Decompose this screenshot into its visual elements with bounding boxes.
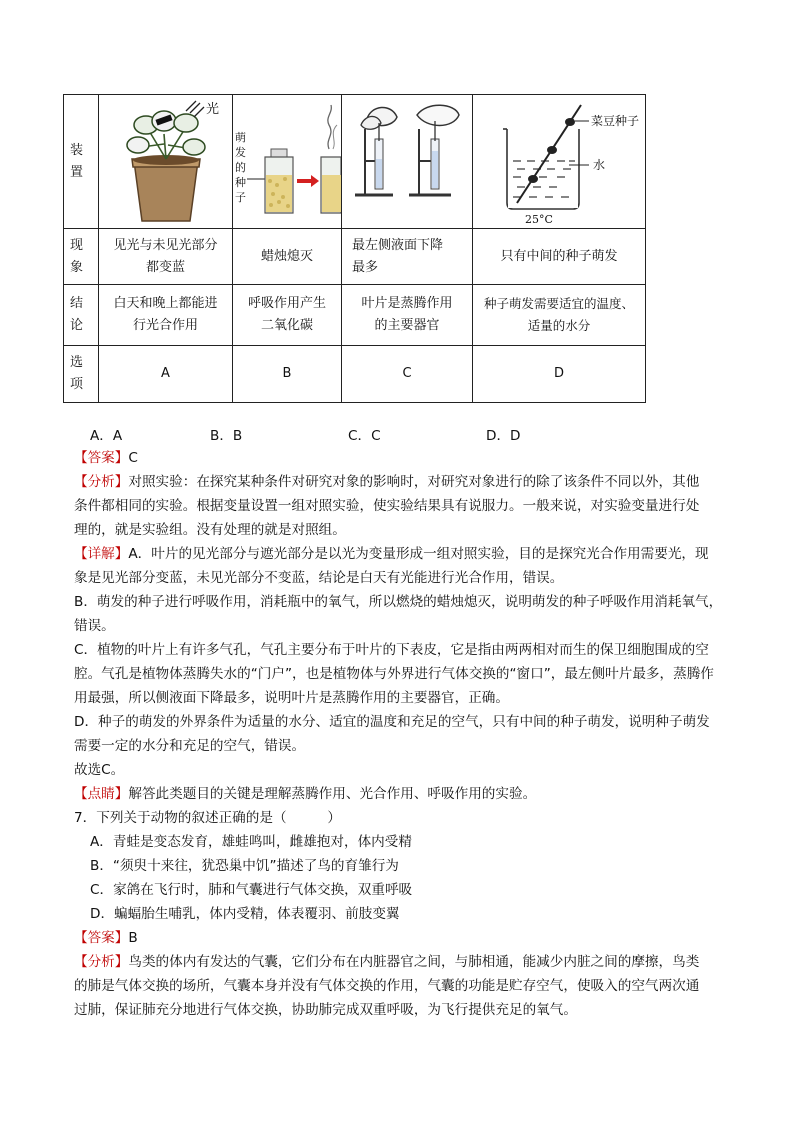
option-c-cell: C — [342, 346, 473, 403]
q6-detail-line: 需要一定的水分和充足的空气，错误。 — [74, 738, 306, 754]
option-a-cell: A — [99, 346, 233, 403]
table-row-option — [64, 346, 646, 403]
potted-plant-image — [106, 99, 226, 224]
svg-text:水: 水 — [593, 158, 606, 172]
q6-detail-line: B．萌发的种子进行呼吸作用，消耗瓶中的氧气，所以燃烧的蜡烛熄灭，说明萌发的种子呼吸作用消耗氧气， — [74, 594, 723, 610]
q6-analysis-line: 理的，就是实验组。没有处理的就是对照组。 — [74, 522, 346, 538]
experiment-table — [63, 94, 646, 403]
beaker-seeds-image — [477, 99, 641, 224]
phenomenon-a: 见光与未见光部分 都变蓝 — [99, 229, 233, 285]
svg-text:菜豆种子: 菜豆种子 — [591, 114, 640, 128]
svg-text:发: 发 — [235, 146, 246, 159]
q7-analysis-line: 的肺是气体交换的场所，气囊本身并没有气体交换的作用，气囊的功能是贮存空气，使吸入的空气两次通 — [74, 978, 700, 994]
q6-detail-line: 腔。气孔是植物体蒸腾失水的“门户”，也是植物体与外界进行气体交换的“窗口”，最左侧叶片最多，蒸腾作 — [74, 666, 714, 682]
choice-b[interactable]: B．B — [210, 428, 243, 444]
phenomenon-d: 只有中间的种子萌发 — [473, 229, 646, 285]
option-b-cell: B — [233, 346, 342, 403]
conclusion-d: 种子萌发需要适宜的温度、 适量的水分 — [473, 285, 646, 346]
q7-answer: 【答案】B — [74, 930, 138, 946]
svg-text:25°C: 25°C — [525, 213, 553, 224]
choice-d[interactable]: D．D — [486, 428, 521, 444]
q7-option-a[interactable]: A．青蛙是变态发育，雄蛙鸣叫，雌雄抱对，体内受精 — [90, 834, 412, 850]
seed-bottle-image — [233, 99, 341, 224]
conclusion-b: 呼吸作用产生 二氧化碳 — [233, 285, 342, 346]
table-row-conclusion — [64, 285, 646, 346]
svg-text:的: 的 — [235, 161, 246, 174]
phenomenon-b: 蜡烛熄灭 — [233, 229, 342, 285]
q6-analysis-line: 条件都相同的实验。根据变量设置一组对照实验，使实验结果具有说服力。一般来说，对实验变量进行处 — [74, 498, 700, 514]
q7-option-c[interactable]: C．家鸽在飞行时，肺和气囊进行气体交换，双重呼吸 — [90, 882, 413, 898]
row-header-phenomenon: 现 象 — [64, 229, 99, 285]
q6-detail-line: 【详解】A．叶片的见光部分与遮光部分是以光为变量形成一组对照实验，目的是探究光合作用需要光，现 — [74, 546, 709, 562]
option-d-cell: D — [473, 346, 646, 403]
apparatus-d-germination — [473, 95, 646, 229]
row-header-apparatus: 装 置 — [64, 95, 99, 229]
q7-option-d[interactable]: D．蝙蝠胎生哺乳，体内受精，体表覆羽、前肢变翼 — [90, 906, 400, 922]
conclusion-c: 叶片是蒸腾作用 的主要器官 — [342, 285, 473, 346]
table-row-phenomenon — [64, 229, 646, 285]
row-header-option: 选 项 — [64, 346, 99, 403]
q7-stem: 7．下列关于动物的叙述正确的是（ ） — [74, 810, 341, 826]
conclusion-a: 白天和晚上都能进 行光合作用 — [99, 285, 233, 346]
choice-c[interactable]: C．C — [348, 428, 381, 444]
q7-analysis-line: 过肺，保证肺充分地进行气体交换，协助肺完成双重呼吸，为飞行提供充足的氧气。 — [74, 1002, 577, 1018]
svg-text:种: 种 — [235, 176, 246, 189]
q6-detail-line: D．种子的萌发的外界条件为适量的水分、适宜的温度和充足的空气，只有中间的种子萌发，说明种子萌发 — [74, 714, 710, 730]
table-row-apparatus — [64, 95, 646, 229]
apparatus-a-plant — [99, 95, 233, 229]
q7-analysis-line: 【分析】鸟类的体内有发达的气囊，它们分布在内脏器官之间，与肺相通，能减少内脏之间的摩擦，鸟类 — [74, 954, 700, 970]
q7-option-b[interactable]: B．“须臾十来往，犹恐巢中饥”描述了鸟的育雏行为 — [90, 858, 399, 874]
q6-detail-line: 用最强，所以侧液面下降最多，说明叶片是蒸腾作用的主要器官，正确。 — [74, 690, 509, 706]
phenomenon-c: 最左侧液面下降 最多 — [342, 229, 473, 285]
q6-detail-line: 象是见光部分变蓝，未见光部分不变蓝，结论是白天有光能进行光合作用，错误。 — [74, 570, 564, 586]
svg-text:光: 光 — [205, 102, 219, 117]
q6-answer: 【答案】C — [74, 450, 138, 466]
apparatus-b-seeds — [233, 95, 342, 229]
q6-analysis-line: 【分析】对照实验：在探究某种条件对研究对象的影响时，对研究对象进行的除了该条件不同以外，其他 — [74, 474, 700, 490]
q6-detail-line: 故选C。 — [74, 762, 125, 778]
q6-detail-line: 错误。 — [74, 618, 115, 634]
svg-text:子: 子 — [235, 191, 246, 204]
q6-comment: 【点睛】解答此类题目的关键是理解蒸腾作用、光合作用、呼吸作用的实验。 — [74, 786, 537, 802]
row-header-conclusion: 结 论 — [64, 285, 99, 346]
choice-a[interactable]: A．A — [90, 428, 123, 444]
svg-text:萌: 萌 — [235, 131, 246, 144]
q6-detail-line: C．植物的叶片上有许多气孔，气孔主要分布于叶片的下表皮，它是指由两两相对而生的保卫细胞围成的空 — [74, 642, 709, 658]
apparatus-c-transpiration — [342, 95, 473, 229]
transpiration-stand-image — [347, 99, 467, 224]
